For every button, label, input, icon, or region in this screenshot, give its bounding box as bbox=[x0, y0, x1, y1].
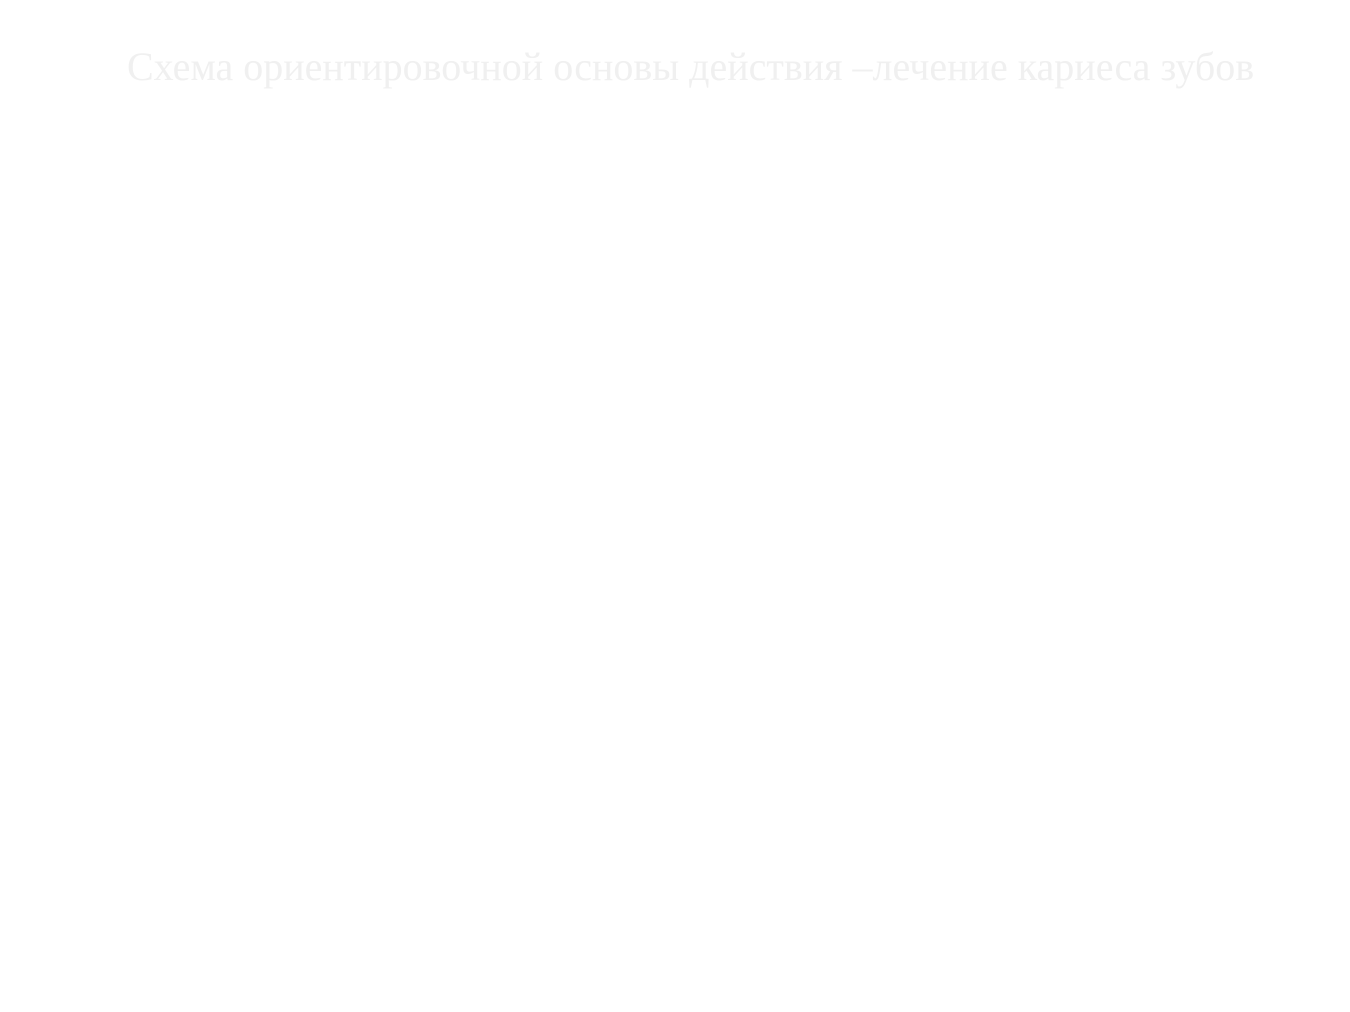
slide-title: Схема ориентировочной основы действия –лечение кариеса зубов bbox=[127, 44, 1255, 89]
